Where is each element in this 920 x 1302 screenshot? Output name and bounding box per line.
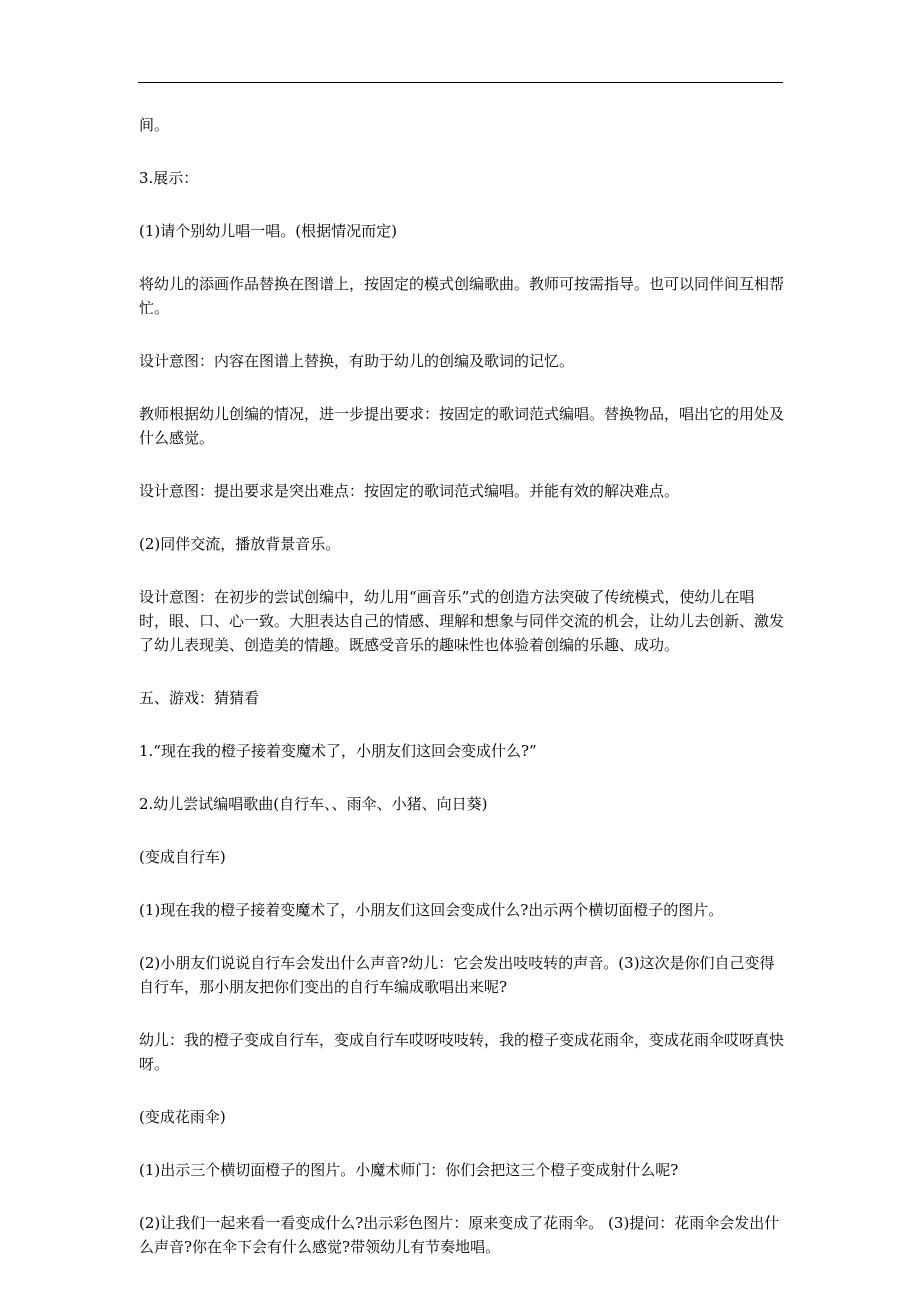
header-rule [138, 82, 783, 83]
paragraph-continuation: 间。 [139, 116, 170, 134]
paragraph-game-step-2: 2.幼儿尝试编唱歌曲(自行车、、雨伞、小猪、向日葵) [139, 795, 488, 813]
paragraph-design-intent-2: 设计意图：提出要求是突出难点：按固定的歌词范式编唱。并能有效的解决难点。 [139, 482, 680, 500]
paragraph-bicycle-step-2-3: (2)小朋友们说说自行车会发出什么声音?幼儿：它会发出吱吱转的声音。(3)这次是你们自己变得自行车，那小朋友把你们变出的自行车编成歌唱出来呢? [139, 954, 775, 996]
paragraph-bicycle-step-1: (1)现在我的橙子接着变魔术了，小朋友们这回会变成什么?出示两个横切面橙子的图片。 [139, 901, 724, 919]
paragraph-design-intent-1: 设计意图：内容在图谱上替换，有助于幼儿的创编及歌词的记忆。 [139, 352, 575, 370]
paragraph-replace-artwork: 将幼儿的添画作品替换在图谱上，按固定的模式创编歌曲。教师可按需指导。也可以同伴间互相帮忙。 [139, 275, 785, 317]
paragraph-umbrella-step-1: (1)出示三个横切面橙子的图片。小魔术师门：你们会把这三个橙子变成射什么呢? [139, 1161, 679, 1179]
paragraph-section-3-display: 3.展示： [139, 169, 199, 187]
paragraph-design-intent-3: 设计意图：在初步的尝试创编中，幼儿用“画音乐”式的创造方法突破了传统模式，使幼儿在唱时，眼、口、心一致。大胆表达自己的情感、理解和想象与同伴交流的机会，让幼儿去创新、激发了幼儿表现美、创造美的情趣。既感受音乐的趣味性也体验着创编的乐趣、成功。 [139, 588, 785, 654]
paragraph-umbrella-step-2-3: (2)让我们一起来看一看变成什么?出示彩色图片：原来变成了花雨伞。 (3)提问：花雨伞会发出什么声音?你在伞下会有什么感觉?带领幼儿有节奏地唱。 [139, 1214, 780, 1256]
paragraph-bicycle-heading: (变成自行车) [139, 848, 226, 866]
paragraph-game-step-1: 1.“现在我的橙子接着变魔术了，小朋友们这回会变成什么?” [139, 742, 537, 760]
paragraph-teacher-requirements: 教师根据幼儿创编的情况，进一步提出要求：按固定的歌词范式编唱。替换物品，唱出它的用处及什么感觉。 [139, 405, 785, 447]
document-body [139, 113, 784, 1288]
paragraph-step-1-individual-sing: (1)请个别幼儿唱一唱。(根据情况而定) [139, 222, 397, 240]
paragraph-step-2-peer-exchange: (2)同伴交流，播放背景音乐。 [139, 535, 341, 553]
paragraph-section-5-game: 五、游戏：猜猜看 [139, 689, 260, 707]
paragraph-child-song: 幼儿：我的橙子变成自行车，变成自行车哎呀吱吱转，我的橙子变成花雨伞，变成花雨伞哎呀真快呀。 [139, 1031, 785, 1073]
paragraph-umbrella-heading: (变成花雨伞) [139, 1108, 226, 1126]
